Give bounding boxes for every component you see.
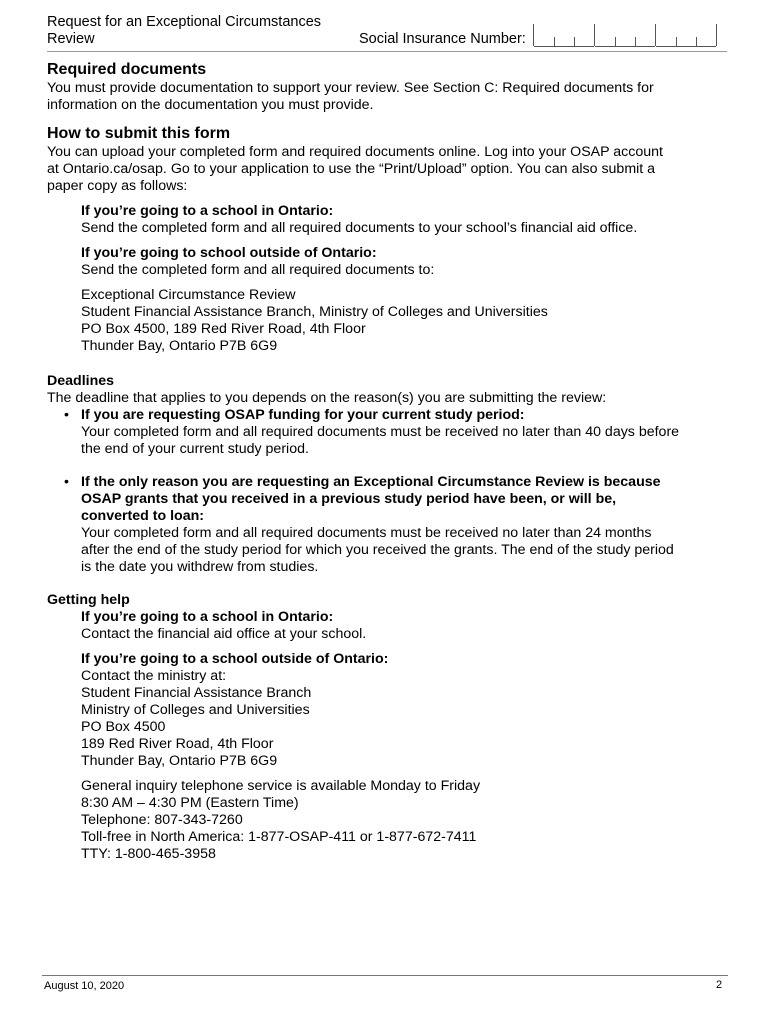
sin-digit-box[interactable] xyxy=(635,24,655,47)
page-header xyxy=(47,14,727,50)
paragraph-line: at Ontario.ca/osap. Go to your application to use the “Print/Upload” option. You can also submit a xyxy=(47,161,656,177)
sin-digit-box[interactable] xyxy=(676,24,696,47)
sin-digit-box[interactable] xyxy=(595,24,615,47)
list-item-heading: If the only reason you are requesting an Exceptional Circumstance Review is because xyxy=(81,474,661,490)
phone-line: TTY: 1-800-465-3958 xyxy=(81,846,216,862)
paragraph-line: You can upload your completed form and required documents online. Log into your OSAP account xyxy=(47,144,663,160)
list-item xyxy=(47,474,737,576)
contact-line: 189 Red River Road, 4th Floor xyxy=(81,736,274,752)
sin-digit-box[interactable] xyxy=(615,24,635,47)
sin-input-boxes[interactable] xyxy=(533,24,717,46)
subheading-outside-ontario: If you’re going to a school outside of Ontario: xyxy=(81,651,389,667)
sin-group xyxy=(594,24,655,46)
paragraph-line: Send the completed form and all required documents to your school’s financial aid office. xyxy=(81,220,638,236)
sin-group xyxy=(655,24,717,46)
subheading-outside-ontario: If you’re going to school outside of Ontario: xyxy=(81,245,377,261)
bullet-icon: • xyxy=(64,407,69,423)
paragraph-line: information on the documentation you must provide. xyxy=(47,97,374,113)
list-item-heading: If you are requesting OSAP funding for your current study period: xyxy=(81,407,525,423)
sin-digit-box[interactable] xyxy=(554,24,574,47)
sin-group xyxy=(533,24,594,46)
paragraph-line: paper copy as follows: xyxy=(47,178,188,194)
paragraph-line: You must provide documentation to support your review. See Section C: Required documents for xyxy=(47,80,654,96)
contact-line: PO Box 4500 xyxy=(81,719,166,735)
contact-line: Student Financial Assistance Branch xyxy=(81,685,312,701)
header-divider xyxy=(47,51,727,52)
footer-date: August 10, 2020 xyxy=(44,980,125,992)
list-item-heading: OSAP grants that you received in a previous study period have been, or will be, xyxy=(81,491,617,507)
telephone-info xyxy=(81,778,737,863)
paragraph-line: after the end of the study period for which you received the grants. The end of the study period xyxy=(81,542,674,558)
sin-digit-box[interactable] xyxy=(534,24,554,47)
paragraph-line: Send the completed form and all required documents to: xyxy=(81,262,435,278)
sin-label: Social Insurance Number: xyxy=(359,31,526,47)
page-number: 2 xyxy=(716,979,723,991)
form-title xyxy=(47,14,321,48)
subheading-ontario-school: If you’re going to a school in Ontario: xyxy=(81,609,334,625)
phone-line: 8:30 AM – 4:30 PM (Eastern Time) xyxy=(81,795,299,811)
sin-digit-box[interactable] xyxy=(696,24,716,47)
section-heading-required-documents: Required documents xyxy=(47,61,207,78)
section-heading-how-to-submit: How to submit this form xyxy=(47,125,231,142)
paragraph-line: The deadline that applies to you depends on the reason(s) you are submitting the review: xyxy=(47,390,607,406)
section-heading-deadlines: Deadlines xyxy=(47,373,115,389)
deadline-list xyxy=(47,407,737,576)
page-content xyxy=(47,60,737,863)
bullet-icon: • xyxy=(64,474,69,490)
paragraph-line: the end of your current study period. xyxy=(81,441,309,457)
contact-line: Thunder Bay, Ontario P7B 6G9 xyxy=(81,753,278,769)
paragraph-line: is the date you withdrew from studies. xyxy=(81,559,319,575)
address-line: PO Box 4500, 189 Red River Road, 4th Floor xyxy=(81,321,366,337)
address-line: Thunder Bay, Ontario P7B 6G9 xyxy=(81,338,278,354)
phone-line: Toll-free in North America: 1-877-OSAP-411 or 1-877-672-7411 xyxy=(81,829,477,845)
address-line: Exceptional Circumstance Review xyxy=(81,287,296,303)
paragraph-line: Your completed form and all required documents must be received no later than 40 days before xyxy=(81,424,680,440)
sin-digit-box[interactable] xyxy=(656,24,676,47)
contact-line: Ministry of Colleges and Universities xyxy=(81,702,310,718)
ministry-contact xyxy=(81,668,737,770)
sin-digit-box[interactable] xyxy=(574,24,594,47)
paragraph-line: Contact the financial aid office at your school. xyxy=(81,626,367,642)
form-title-line: Review xyxy=(47,31,95,47)
phone-line: General inquiry telephone service is available Monday to Friday xyxy=(81,778,481,794)
list-item xyxy=(47,407,737,458)
address-line: Student Financial Assistance Branch, Ministry of Colleges and Universities xyxy=(81,304,548,320)
section-heading-getting-help: Getting help xyxy=(47,592,130,608)
subheading-ontario-school: If you’re going to a school in Ontario: xyxy=(81,203,334,219)
form-title-line: Request for an Exceptional Circumstances xyxy=(47,14,322,30)
paragraph-line: Your completed form and all required documents must be received no later than 24 months xyxy=(81,525,652,541)
phone-line: Telephone: 807-343-7260 xyxy=(81,812,243,828)
footer-divider xyxy=(42,975,728,976)
list-item-heading: converted to loan: xyxy=(81,508,204,524)
contact-line: Contact the ministry at: xyxy=(81,668,227,684)
mailing-address xyxy=(81,287,737,355)
